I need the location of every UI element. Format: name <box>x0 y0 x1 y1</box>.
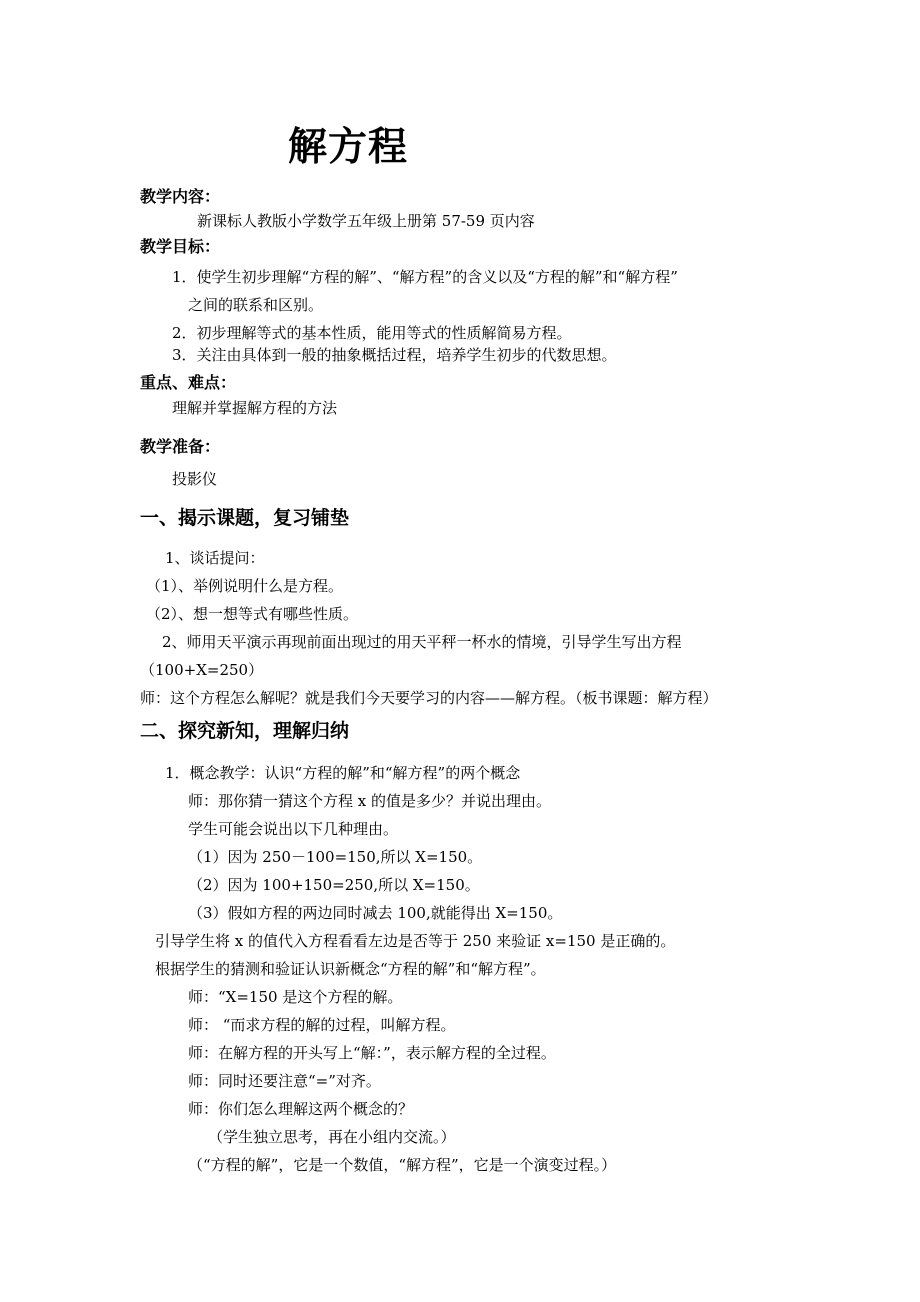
page-title: 解方程 <box>288 125 409 170</box>
section2-line: （2）因为 100+150=250,所以 X=150。 <box>188 876 480 894</box>
section2-line: 师：同时还要注意“=”对齐。 <box>188 1072 381 1090</box>
key-text: 理解并掌握解方程的方法 <box>172 399 338 417</box>
prep-heading: 教学准备： <box>140 437 221 456</box>
section1-line: （2）、想一想等式有哪些性质。 <box>146 605 359 623</box>
content-heading: 教学内容： <box>140 187 221 206</box>
section2-line: 学生可能会说出以下几种理由。 <box>188 820 399 838</box>
section2-heading: 二、探究新知，理解归纳 <box>140 720 350 742</box>
section2-line: 师：“X=150 是这个方程的解。 <box>188 988 403 1006</box>
goal-item: 3．关注由具体到一般的抽象概括过程，培养学生初步的代数思想。 <box>172 346 617 364</box>
section1-line: （100+X=250） <box>140 661 264 679</box>
section1-line: 1、谈话提问： <box>165 549 265 567</box>
prep-text: 投影仪 <box>172 470 218 488</box>
section2-line: 引导学生将 x 的值代入方程看看左边是否等于 250 来验证 x=150 是正确的。 <box>155 932 676 950</box>
content-text: 新课标人教版小学数学五年级上册第 57-59 页内容 <box>197 212 535 230</box>
section1-line: 师：这个方程怎么解呢？就是我们今天要学习的内容——解方程。（板书课题：解方程） <box>140 689 718 707</box>
goal-item: 1．使学生初步理解“方程的解”、“解方程”的含义以及“方程的解”和“解方程” <box>172 268 678 286</box>
section2-line: （学生独立思考，再在小组内交流。） <box>208 1128 456 1146</box>
section2-line: 1．概念教学：认识“方程的解”和“解方程”的两个概念 <box>165 764 521 782</box>
section1-line: （1）、举例说明什么是方程。 <box>146 577 344 595</box>
section1-line: 2、师用天平演示再现前面出现过的用天平秤一杯水的情境，引导学生写出方程 <box>162 633 682 651</box>
section1-heading: 一、揭示课题，复习铺垫 <box>140 507 350 529</box>
section2-line: （3）假如方程的两边同时减去 100,就能得出 X=150。 <box>188 904 563 922</box>
goal-item: 2．初步理解等式的基本性质，能用等式的性质解简易方程。 <box>172 324 572 342</box>
section2-line: 根据学生的猜测和验证认识新概念“方程的解”和“解方程”。 <box>155 960 546 978</box>
section2-line: 师： “而求方程的解的过程，叫解方程。 <box>188 1016 456 1034</box>
section2-line: （“方程的解”，它是一个数值，“解方程”，它是一个演变过程。） <box>188 1156 617 1174</box>
section2-line: 师：在解方程的开头写上“解：”，表示解方程的全过程。 <box>188 1044 556 1062</box>
goal-item: 之间的联系和区别。 <box>188 296 324 314</box>
goals-heading: 教学目标： <box>140 237 221 256</box>
section2-line: 师：你们怎么理解这两个概念的？ <box>188 1100 414 1118</box>
key-heading: 重点、难点： <box>140 373 237 392</box>
section2-line: 师：那你猜一猜这个方程 x 的值是多少？并说出理由。 <box>188 792 551 810</box>
section2-line: （1）因为 250－100=150,所以 X=150。 <box>188 848 483 866</box>
